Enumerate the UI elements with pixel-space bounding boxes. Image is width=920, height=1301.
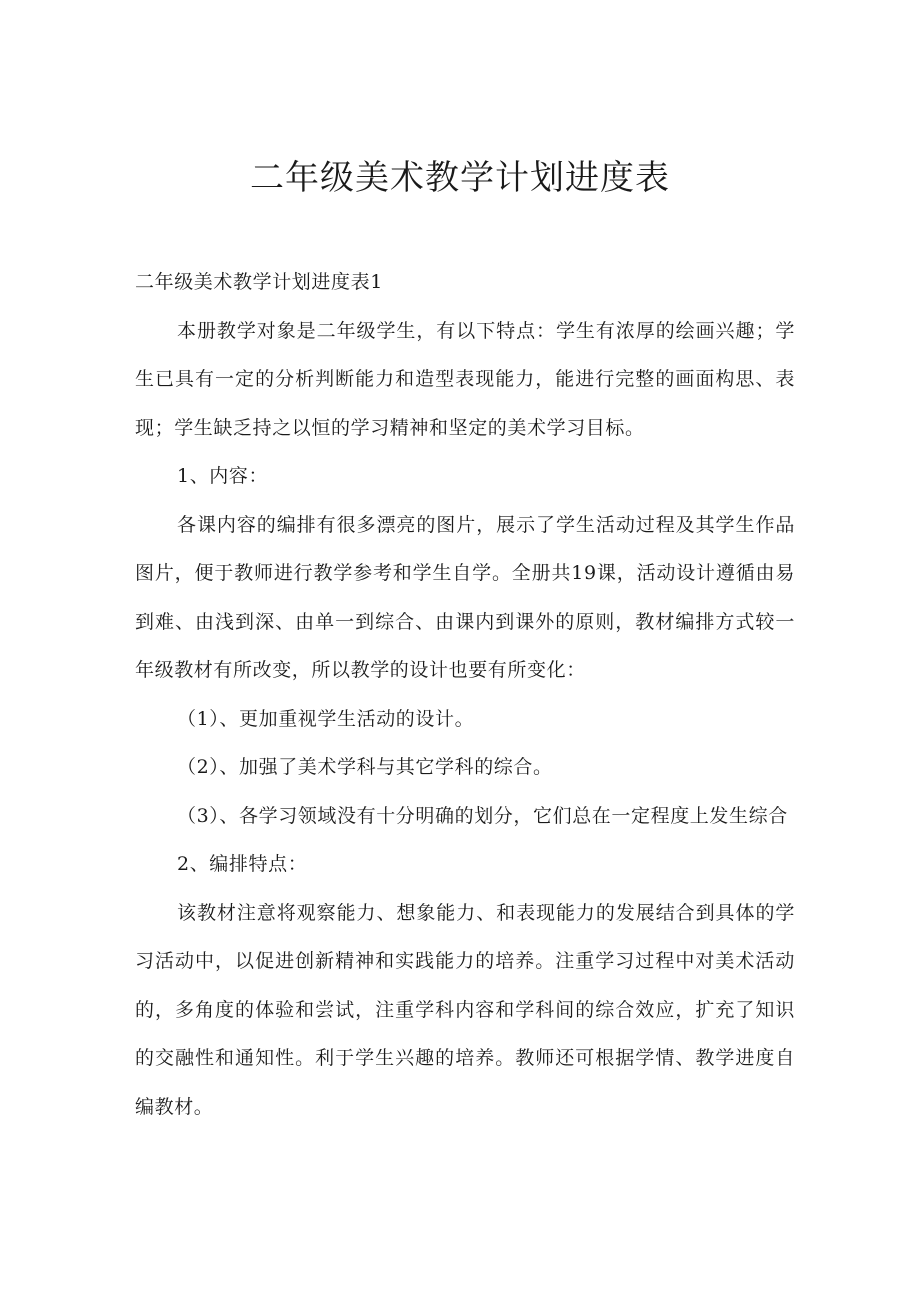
section2-heading: 2、编排特点： (177, 853, 308, 875)
list-item-point3: （3）、各学习领域没有十分明确的划分，它们总在一定程度上发生综合 (177, 804, 788, 827)
document-body (135, 258, 795, 1131)
intro-paragraph: 本册教学对象是二年级学生，有以下特点：学生有浓厚的绘画兴趣；学生已具有一定的分析判断能力和造型表现能力，能进行完整的画面构思、表现；学生缺乏持之以恒的学习精神和坚定的美术学习目标。 (135, 319, 795, 439)
list-item-point2: （2）、加强了美术学科与其它学科的综合。 (177, 756, 553, 778)
page-title: 二年级美术教学计划进度表 (250, 158, 670, 198)
list-item-point1: （1）、更加重视学生活动的设计。 (177, 707, 475, 730)
section2-paragraph: 该教材注意将观察能力、想象能力、和表现能力的发展结合到具体的学习活动中，以促进创新精神和实践能力的培养。注重学习过程中对美术活动的，多角度的体验和尝试，注重学科内容和学科间的综合效应，扩充了知识的交融性和通知性。利于学生兴趣的培养。教师还可根据学情、教学进度自编教材。 (135, 901, 795, 1118)
section1-paragraph: 各课内容的编排有很多漂亮的图片，展示了学生活动过程及其学生作品图片，便于教师进行教学参考和学生自学。全册共19课，活动设计遵循由易到难、由浅到深、由单一到综合、由课内到课外的原则，教材编排方式较一年级教材有所改变，所以教学的设计也要有所变化： (135, 513, 795, 681)
subtitle: 二年级美术教学计划进度表1 (135, 271, 383, 293)
section1-heading: 1、内容： (177, 465, 269, 487)
